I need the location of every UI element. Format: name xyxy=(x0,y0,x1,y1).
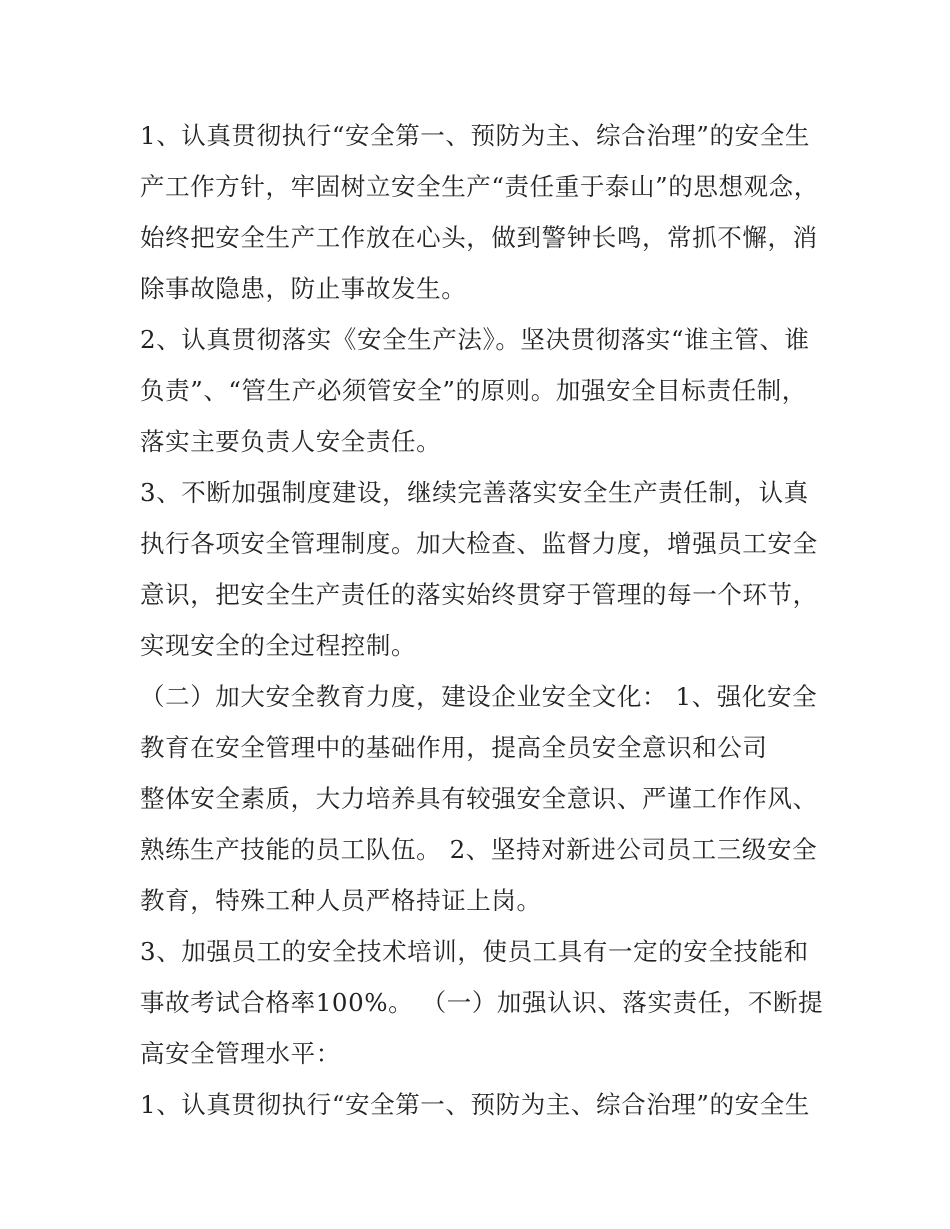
text-line: 教育，特殊工种人员严格持证上岗。 xyxy=(140,886,542,915)
text-line: 3、加强员工的安全技术培训，使员工具有一定的安全技能和 xyxy=(140,937,809,966)
text-line: 熟练生产技能的员工队伍。 2、坚持对新进公司员工三级安全 xyxy=(140,835,818,864)
text-line: 1、认真贯彻执行“安全第一、预防为主、综合治理”的安全生 xyxy=(140,121,810,150)
text-line: 始终把安全生产工作放在心头，做到警钟长鸣，常抓不懈，消 xyxy=(140,223,818,252)
text-line: 除事故隐患，防止事故发生。 xyxy=(140,274,467,303)
text-line: （二）加大安全教育力度，建设企业安全文化： 1、强化安全 xyxy=(140,682,818,711)
text-line: 负责”、“管生产必须管安全”的原则。加强安全目标责任制， xyxy=(140,376,807,405)
text-line: 执行各项安全管理制度。加大检查、监督力度，增强员工安全 xyxy=(140,529,818,558)
text-line: 2、认真贯彻落实《安全生产法》。坚决贯彻落实“谁主管、谁 xyxy=(140,325,810,354)
text-line: 产工作方针，牢固树立安全生产“责任重于泰山”的思想观念， xyxy=(140,172,819,201)
text-line: 落实主要负责人安全责任。 xyxy=(140,427,442,456)
text-line: 意识，把安全生产责任的落实始终贯穿于管理的每一个环节， xyxy=(140,580,818,609)
text-line: 1、认真贯彻执行“安全第一、预防为主、综合治理”的安全生 xyxy=(140,1090,810,1119)
text-line: 3、不断加强制度建设，继续完善落实安全生产责任制，认真 xyxy=(140,478,809,507)
text-line: 事故考试合格率100%。 （一）加强认识、落实责任，不断提 xyxy=(140,988,824,1017)
text-line: 实现安全的全过程控制。 xyxy=(140,631,417,660)
text-line: 整体安全素质，大力培养具有较强安全意识、严谨工作作风、 xyxy=(140,784,818,813)
text-line: 教育在安全管理中的基础作用，提高全员安全意识和公司 xyxy=(140,733,768,762)
document-body xyxy=(140,110,830,1130)
text-line: 高安全管理水平： xyxy=(140,1039,341,1068)
